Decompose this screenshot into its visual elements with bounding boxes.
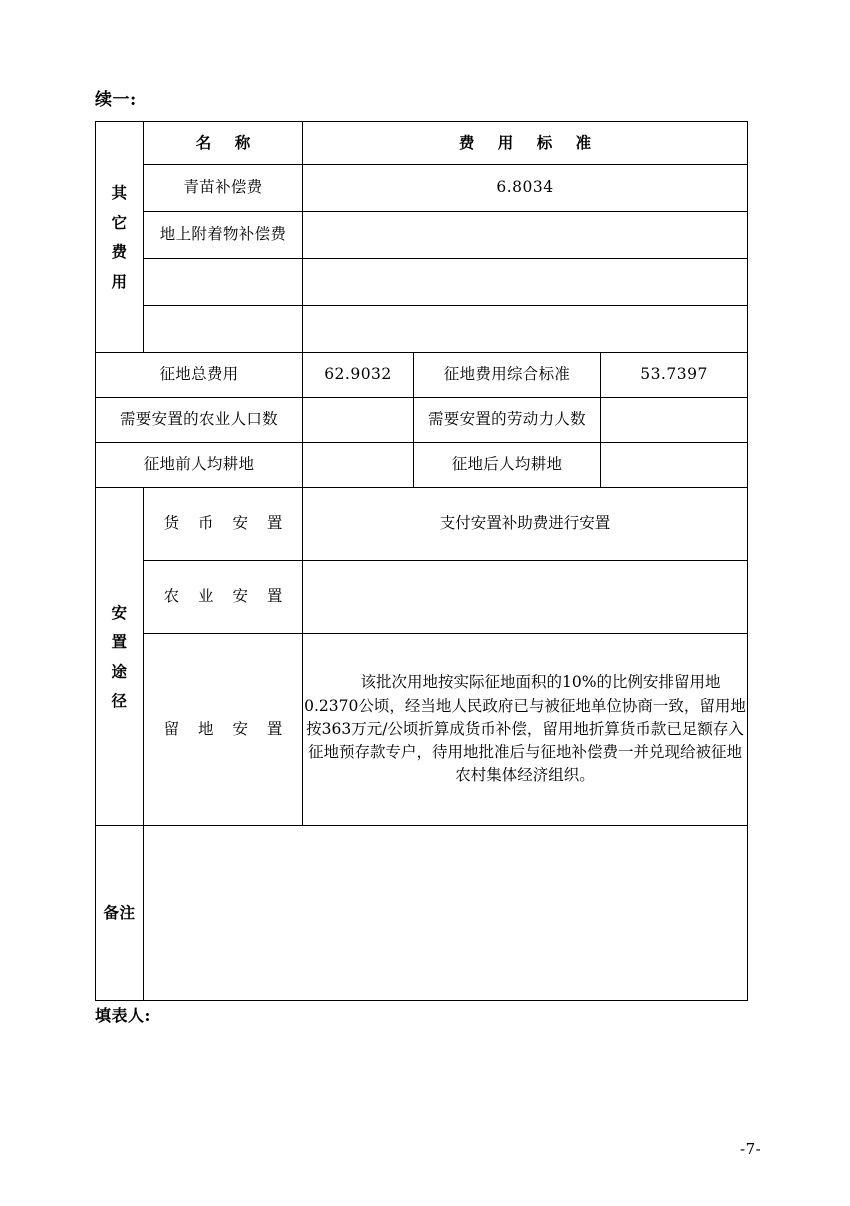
remarks-label (96, 826, 144, 1001)
continuation-label: 续一: (95, 90, 137, 110)
filler-label: 填表人: (95, 1006, 151, 1025)
header-name: 名 称 (144, 122, 303, 165)
total-cost-value[interactable]: 62.9032 (303, 353, 414, 398)
remarks-value[interactable] (144, 826, 748, 1001)
farmland-after-label: 征地后人均耕地 (414, 443, 601, 488)
side-label-char: 安 (111, 602, 128, 622)
agricultural-placement-value[interactable] (303, 561, 748, 634)
monetary-placement-label: 货 币 安 置 (144, 488, 303, 561)
table-row (96, 353, 748, 398)
comprehensive-standard-label: 征地费用综合标准 (414, 353, 601, 398)
table-row (96, 826, 748, 1001)
farmland-before-label: 征地前人均耕地 (96, 443, 303, 488)
header-fee-standard: 费 用 标 准 (303, 122, 748, 165)
fee-value-1[interactable] (303, 212, 748, 259)
table-row (96, 165, 748, 212)
table-row (96, 259, 748, 306)
table-row (96, 306, 748, 353)
other-fees-side-label (96, 122, 144, 353)
side-label-char: 置 (111, 632, 128, 651)
table-row (96, 398, 748, 443)
side-label-char: 费 (111, 242, 128, 261)
table-row (96, 122, 748, 165)
total-cost-label: 征地总费用 (96, 353, 303, 398)
fee-name-2[interactable] (144, 259, 303, 306)
remarks-label-text: 备注 (103, 903, 136, 923)
side-label-char: 它 (111, 212, 128, 232)
fee-name-3[interactable] (144, 306, 303, 353)
page-number: -7- (740, 1140, 762, 1158)
side-label-char: 用 (111, 271, 128, 291)
monetary-placement-value[interactable]: 支付安置补助费进行安置 (303, 488, 748, 561)
farmland-before-value[interactable] (303, 443, 414, 488)
agri-population-value[interactable] (303, 398, 414, 443)
fee-value-0[interactable]: 6.8034 (303, 165, 748, 212)
labor-count-label: 需要安置的劳动力人数 (414, 398, 601, 443)
placement-side-label (96, 488, 144, 826)
table-row (96, 212, 748, 259)
agri-population-label: 需要安置的农业人口数 (96, 398, 303, 443)
fee-name-0: 青苗补偿费 (144, 165, 303, 212)
land-reserve-placement-label: 留 地 安 置 (144, 634, 303, 826)
agricultural-placement-label: 农 业 安 置 (144, 561, 303, 634)
side-label-char: 径 (111, 691, 128, 710)
table-row (96, 488, 748, 561)
comprehensive-standard-value[interactable]: 53.7397 (601, 353, 748, 398)
farmland-after-value[interactable] (601, 443, 748, 488)
table-row (96, 561, 748, 634)
side-label-char: 其 (111, 183, 128, 202)
table-row (96, 443, 748, 488)
fee-name-1: 地上附着物补偿费 (144, 212, 303, 259)
labor-count-value[interactable] (601, 398, 748, 443)
table-row (96, 634, 748, 826)
land-reserve-placement-value[interactable]: 该批次用地按实际征地面积的10%的比例安排留用地0.2370公顷，经当地人民政府已与被征地单位协商一致，留用地按363万元/公顷折算成货币补偿，留用地折算货币款已足额存入征地预存款专户，待用地批准后与征地补偿费一并兑现给被征地农村集体经济组织。 (303, 634, 748, 826)
compensation-form-table (95, 121, 748, 1001)
fee-value-2[interactable] (303, 259, 748, 306)
side-label-char: 途 (111, 661, 128, 681)
fee-value-3[interactable] (303, 306, 748, 353)
